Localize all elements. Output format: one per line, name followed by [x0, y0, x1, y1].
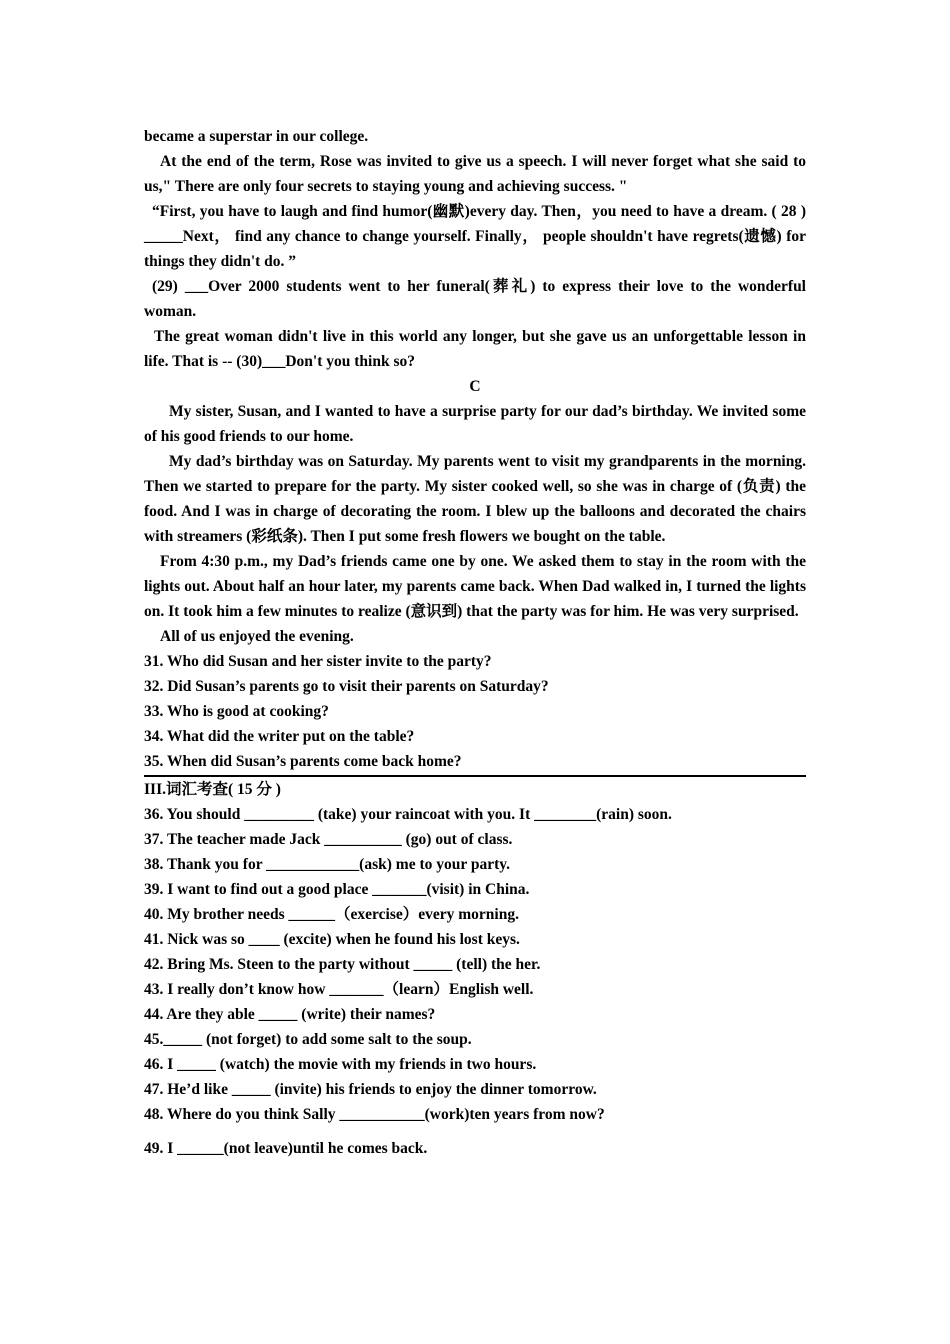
exercise-item: 39. I want to find out a good place _______(visit) in China. [144, 881, 530, 898]
exercise-item: 36. You should _________ (take) your raincoat with you. It ________(rain) soon. [144, 806, 672, 823]
section-heading: III.词汇考查( 15 分 ) [144, 781, 281, 798]
spacer [144, 1127, 806, 1136]
passage-c-heading: C [469, 378, 481, 395]
exercise-item: 48. Where do you think Sally ___________(work)ten years from now? [144, 1106, 605, 1123]
passage-b-paragraph: At the end of the term, Rose was invited to give us a speech. I will never forget what she said to us," There are only four secrets to staying young and achieving success. " [144, 153, 806, 195]
question-item: 33. Who is good at cooking? [144, 703, 329, 720]
exercise-item: 43. I really don’t know how _______（learn）English well. [144, 981, 534, 998]
passage-b-line: became a superstar in our college. [144, 128, 369, 145]
question-item: 32. Did Susan’s parents go to visit their parents on Saturday? [144, 678, 549, 695]
passage-c-paragraph: From 4:30 p.m., my Dad’s friends came one by one. We asked them to stay in the room with the lights out. About half an hour later, my parents came back. When Dad walked in, I turned the lights on. It took him a few minutes to realize (意识到) that the party was for him. He was very surprised. [144, 553, 806, 620]
document-page [144, 124, 806, 1161]
passage-c-paragraph: All of us enjoyed the evening. [160, 628, 354, 645]
exercise-item: 44. Are they able _____ (write) their names? [144, 1006, 436, 1023]
passage-c-paragraph: My dad’s birthday was on Saturday. My parents went to visit my grandparents in the morning. Then we started to prepare for the party. My sister cooked well, so she was in charge of (负责) the food. And I was in charge of decorating the room. I blew up the balloons and decorated the chairs with streamers (彩纸条). Then I put some fresh flowers we bought on the table. [144, 453, 806, 545]
question-item: 34. What did the writer put on the table? [144, 728, 415, 745]
exercise-item: 45._____ (not forget) to add some salt to the soup. [144, 1031, 472, 1048]
exercise-item: 46. I _____ (watch) the movie with my friends in two hours. [144, 1056, 537, 1073]
passage-b-paragraph: (29) ___Over 2000 students went to her funeral(葬礼) to express their love to the wonderful woman. [144, 278, 806, 320]
exercise-item: 40. My brother needs ______（exercise）every morning. [144, 906, 519, 923]
exercise-item: 49. I ______(not leave)until he comes back. [144, 1140, 428, 1157]
passage-b-paragraph: The great woman didn't live in this world any longer, but she gave us an unforgettable lesson in life. That is -- (30)___Don't you think so? [144, 328, 806, 370]
exercise-item: 37. The teacher made Jack __________ (go) out of class. [144, 831, 513, 848]
exercise-item: 47. He’d like _____ (invite) his friends to enjoy the dinner tomorrow. [144, 1081, 597, 1098]
exercise-item: 42. Bring Ms. Steen to the party without _____ (tell) the her. [144, 956, 541, 973]
passage-b-paragraph: “First, you have to laugh and find humor(幽默)every day. Then，you need to have a dream. ( 28 ) _____Next， find any chance to change yourself. Finally， people shouldn't have regrets(遗憾) for things they didn't do. ” [144, 203, 806, 270]
question-item: 35. When did Susan’s parents come back home? [144, 753, 462, 770]
exercise-item: 38. Thank you for ____________(ask) me to your party. [144, 856, 511, 873]
exercise-item: 41. Nick was so ____ (excite) when he found his lost keys. [144, 931, 520, 948]
passage-c-paragraph: My sister, Susan, and I wanted to have a surprise party for our dad’s birthday. We invited some of his good friends to our home. [144, 403, 806, 445]
question-item: 31. Who did Susan and her sister invite to the party? [144, 653, 492, 670]
